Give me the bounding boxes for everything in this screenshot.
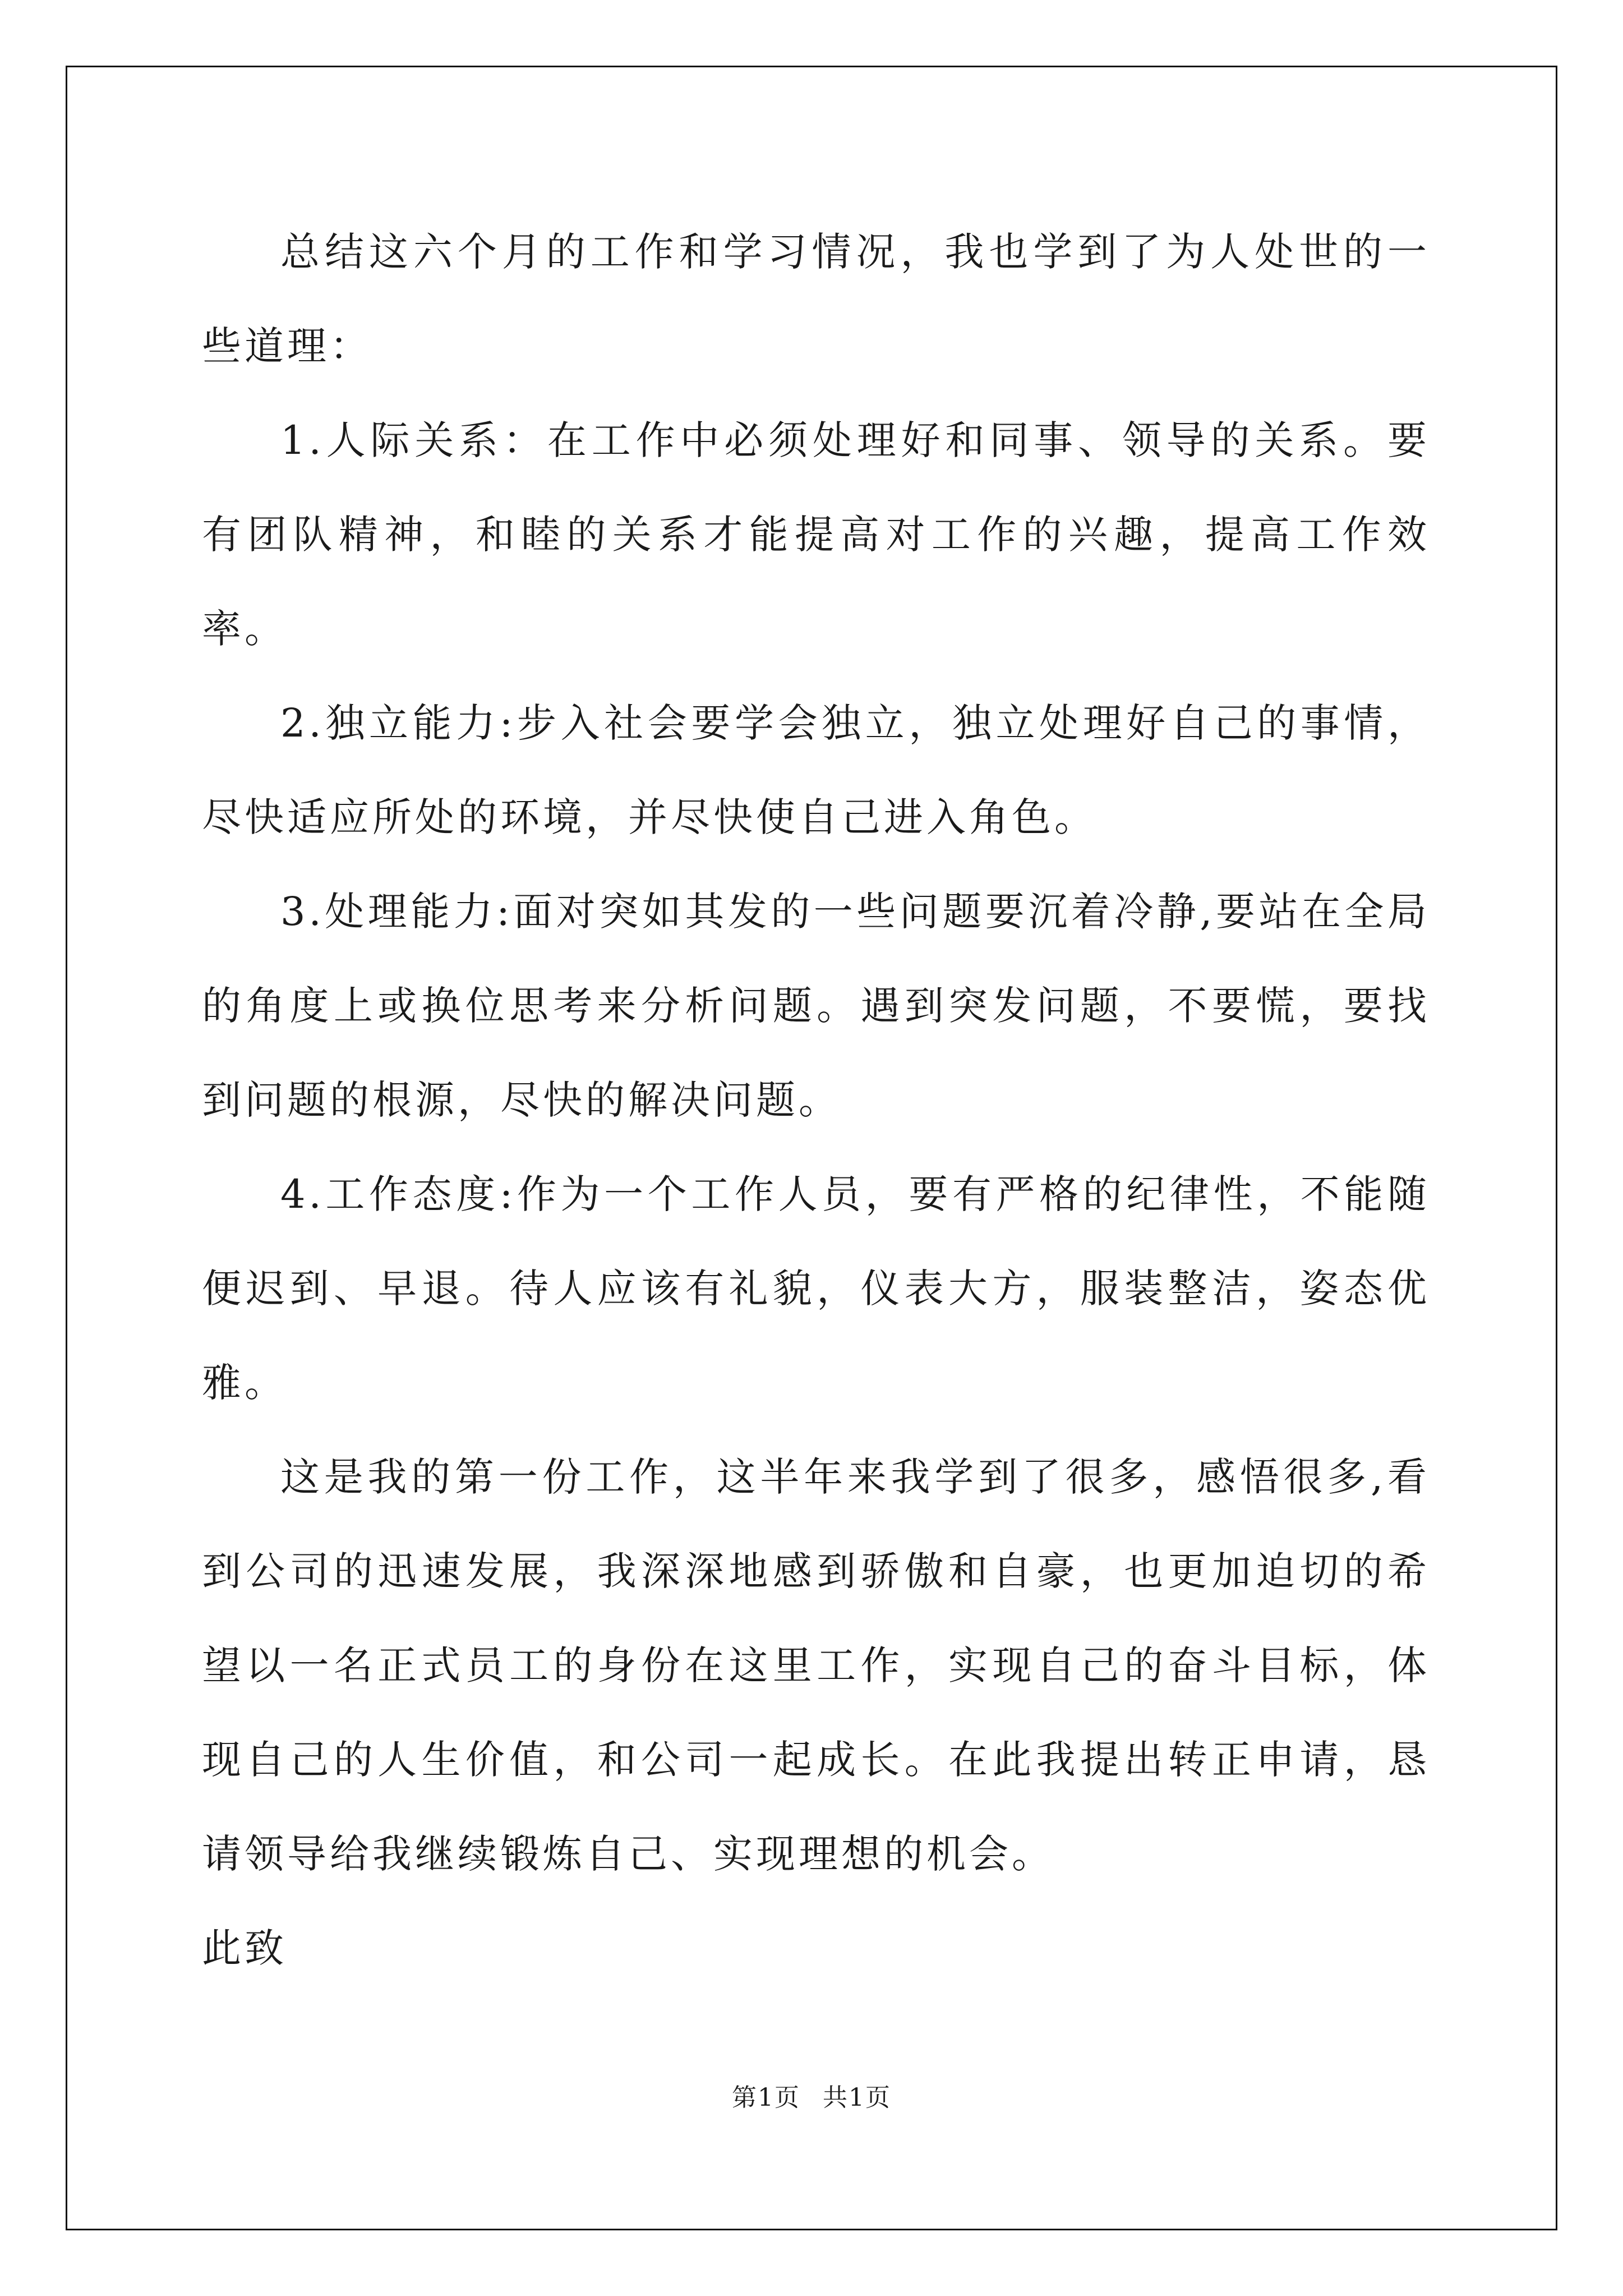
paragraph-interpersonal: 1.人际关系：在工作中必须处理好和同事、领导的关系。要有团队精神，和睦的关系才能提高对工作的兴趣，提高工作效率。	[202, 417, 1430, 652]
page-footer	[0, 2081, 1623, 2115]
page-number-total: 共1页	[823, 2083, 891, 2112]
document-body	[202, 205, 1430, 1995]
closing-salutation: 此致	[202, 1925, 287, 1971]
paragraph-attitude: 4.工作态度:作为一个工作人员，要有严格的纪律性，不能随便迟到、早退。待人应该有礼貌，仪表大方，服装整洁，姿态优雅。	[202, 1171, 1430, 1406]
paragraph-intro: 总结这六个月的工作和学习情况，我也学到了为人处世的一些道理：	[202, 229, 1430, 369]
paragraph-independence: 2.独立能力:步入社会要学会独立，独立处理好自己的事情，尽快适应所处的环境，并尽快使自己进入角色。	[202, 700, 1430, 840]
paragraph-handling: 3.处理能力:面对突如其发的一些问题要沉着冷静,要站在全局的角度上或换位思考来分析问题。遇到突发问题，不要慌，要找到问题的根源，尽快的解决问题。	[202, 889, 1430, 1123]
page-number-current: 第1页	[732, 2083, 800, 2112]
paragraph-conclusion: 这是我的第一份工作，这半年来我学到了很多，感悟很多,看到公司的迅速发展，我深深地感到骄傲和自豪，也更加迫切的希望以一名正式员工的身份在这里工作，实现自己的奋斗目标，体现自己的人生价值，和公司一起成长。在此我提出转正申请，恳请领导给我继续锻炼自己、实现理想的机会。	[202, 1454, 1430, 1877]
